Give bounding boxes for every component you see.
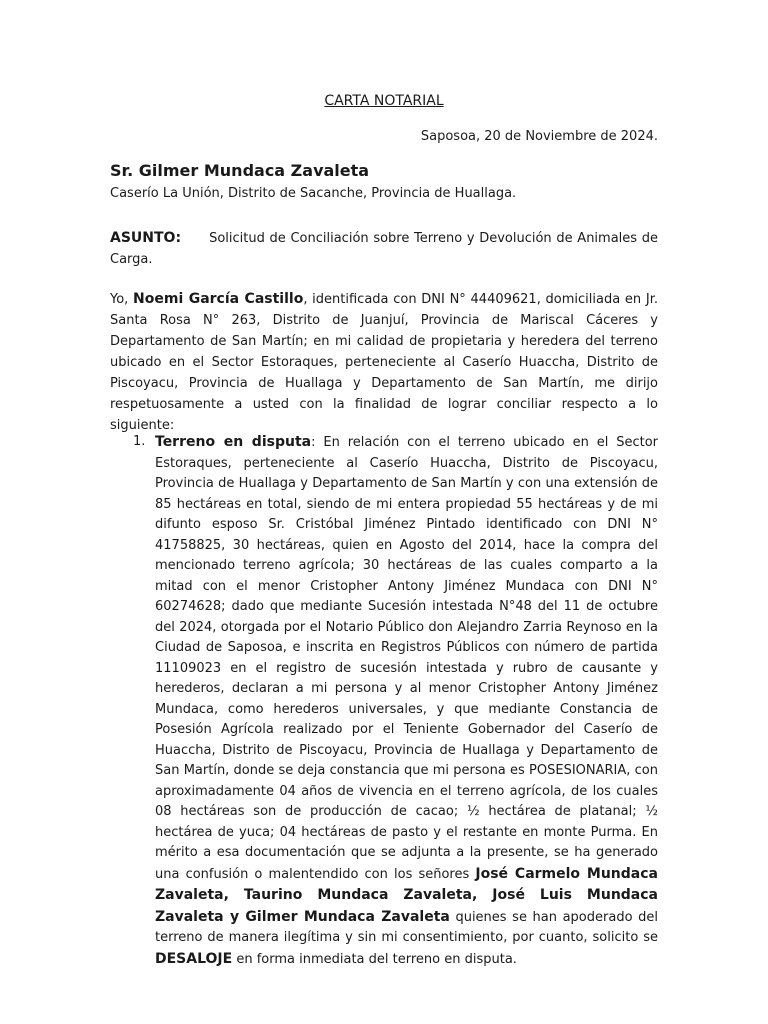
intro-paragraph: [110, 289, 658, 436]
document-date: Saposoa, 20 de Noviembre de 2024.: [420, 129, 658, 144]
recipient-address: Caserío La Unión, Distrito de Sacanche, Provincia de Huallaga.: [110, 186, 517, 201]
list-item-emphasis: DESALOJE: [155, 950, 233, 967]
author-name: Noemi García Castillo: [133, 291, 304, 307]
list-item-number: 1.: [133, 434, 146, 449]
list-item-heading: Terreno en disputa: [155, 434, 312, 450]
list-item-text-continued: quienes se han apoderado del terreno de manera ilegítima y sin mi consentimiento, por cuanto, solicito se: [155, 909, 658, 945]
list-item: [133, 432, 658, 970]
subject-text: Solicitud de Conciliación sobre Terreno y Devolución de Animales de Carga.: [110, 231, 658, 267]
list-item-text: : En relación con el terreno ubicado en el Sector Estoraques, perteneciente al Caserío Huaccha, Distrito de Piscoyacu, Provincia de Huallaga y Departamento de San Martín y con una extensión de 85 hectáreas en total, siendo de mi entera propiedad 55 hectáreas y de mi difunto esposo Sr. Cristóbal Jiménez Pintado identificado con DNI N° 41758825, 30 hectáreas, quien en Agosto del 2014, hace la compra del mencionado terreno agrícola; 30 hectáreas de las cuales comparto a la mitad con el menor Cristopher Antony Jiménez Mundaca con DNI N° 60274628; dado que mediante Sucesión intestada N°48 del 11 de octubre del 2024, otorgada por el Notario Público don Alejandro Zarria Reynoso en la Ciudad de Saposoa, e inscrita en Registros Públicos con número de partida 11109023 en el registro de sucesión intestada y rubro de causante y herederos, declaran a mi persona y al menor Cristopher Antony Jiménez Mundaca, como herederos universales, y que mediante Constancia de Posesión Agrícola realizado por el Teniente Gobernador del Caserío de Huaccha, Distrito de Piscoyacu, Provincia de Huallaga y Departamento de San Martín, donde se deja constancia que mi persona es POSESIONARIA, con aproximadamente 04 años de vivencia en el terreno agrícola, de los cuales 08 hectáreas son de producción de cacao; ½ hectárea de platanal; ½ hectárea de yuca; 04 hectáreas de pasto y el restante en monte Purma. En mérito a esa documentación que se adjunta a la presente, se ha generado una confusión o malentendido con los señores: [155, 435, 658, 882]
document-title: CARTA NOTARIAL: [324, 93, 444, 109]
list-item-names: José Carmelo Mundaca Zavaleta, Taurino Mundaca Zavaleta, José Luis Mundaca Zavaleta y Gilmer Mundaca Zavaleta: [155, 865, 658, 925]
recipient-name: Sr. Gilmer Mundaca Zavaleta: [110, 161, 370, 180]
list-item-text-end: en forma inmediata del terreno en disputa.: [232, 951, 517, 967]
intro-text: , identificada con DNI N° 44409621, domiciliada en Jr. Santa Rosa N° 263, Distrito de Juanjuí, Provincia de Mariscal Cáceres y Departamento de San Martín; en mi calidad de propietaria y heredera del terreno ubicado en el Sector Estoraques, perteneciente al Caserío Huaccha, Distrito de Piscoyacu, Provincia de Huallaga y Departamento de San Martín, me dirijo respetuosamente a usted con la finalidad de lograr conciliar respecto a lo siguiente:: [110, 292, 658, 433]
intro-prefix: Yo,: [110, 292, 134, 307]
subject-paragraph: [110, 228, 658, 270]
subject-label: ASUNTO:: [110, 230, 182, 246]
